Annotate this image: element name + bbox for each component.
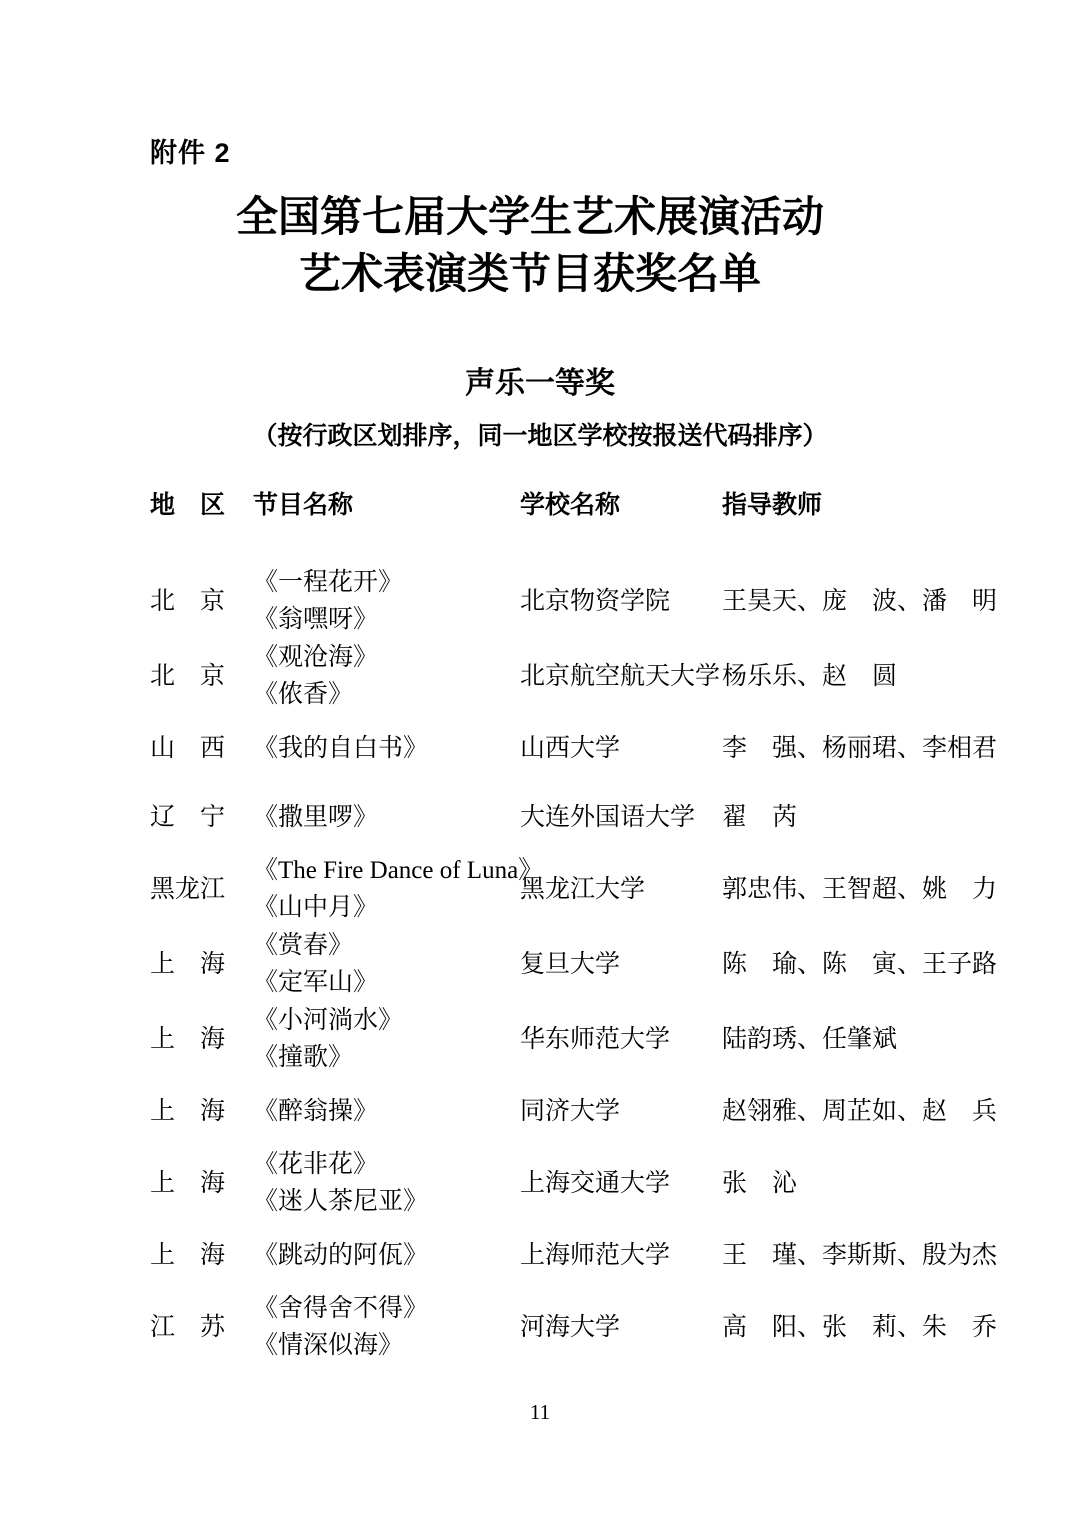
program-title: 《赏春》 xyxy=(253,932,354,959)
sort-note: （按行政区划排序，同一地区学校按报送代码排序） xyxy=(252,422,828,450)
program-cell xyxy=(253,1002,520,1076)
region-cell: 上 海 xyxy=(150,1025,226,1053)
program-cell xyxy=(253,730,520,767)
document-title-line1: 全国第七届大学生艺术展演活动 xyxy=(235,195,824,241)
region-cell: 江 苏 xyxy=(150,1313,226,1341)
table-row xyxy=(150,1002,950,1076)
program-title: 《醉翁操》 xyxy=(253,1097,379,1125)
program-title: 《我的自白书》 xyxy=(253,734,429,762)
region-cell: 北 京 xyxy=(150,662,226,690)
program-title: 《观沧海》 xyxy=(253,644,379,671)
awards-table xyxy=(150,490,998,1365)
program-title: 《小河淌水》 xyxy=(253,1007,404,1034)
school-cell: 河海大学 xyxy=(520,1313,621,1341)
region-cell: 黑龙江 xyxy=(150,875,226,903)
program-title: 《花非花》 xyxy=(253,1151,379,1178)
school-cell: 北京物资学院 xyxy=(520,587,671,615)
program-cell xyxy=(253,1146,520,1220)
program-title: 《定军山》 xyxy=(253,969,379,996)
program-cell xyxy=(253,927,520,1001)
program-cell xyxy=(253,1093,520,1130)
teacher-cell: 李 强、杨丽珺、李相君 xyxy=(722,734,998,762)
school-cell: 北京航空航天大学 xyxy=(520,662,721,690)
header-program: 节目名称 xyxy=(253,491,354,519)
teacher-cell: 张 沁 xyxy=(722,1169,798,1197)
program-title: 《The Fire Dance of Luna》 xyxy=(253,857,544,884)
teacher-cell: 王 瑾、李斯斯、殷为杰 xyxy=(722,1241,998,1269)
teacher-cell: 王昊天、庞 波、潘 明 xyxy=(722,587,998,615)
region-cell: 上 海 xyxy=(150,950,226,978)
region-cell: 山 西 xyxy=(150,734,226,762)
teacher-cell: 陈 瑜、陈 寅、王子路 xyxy=(722,950,998,978)
school-cell: 华东师范大学 xyxy=(520,1025,671,1053)
school-cell: 黑龙江大学 xyxy=(520,875,646,903)
teacher-cell: 陆韵琇、任肇斌 xyxy=(722,1025,898,1053)
program-title: 《一程花开》 xyxy=(253,569,404,596)
table-row xyxy=(150,1077,998,1145)
program-title: 《舍得舍不得》 xyxy=(253,1295,429,1322)
table-header-row xyxy=(150,490,950,520)
program-title: 《侬香》 xyxy=(253,681,354,708)
school-cell: 同济大学 xyxy=(520,1097,621,1125)
teacher-cell: 高 阳、张 莉、朱 乔 xyxy=(722,1313,998,1341)
program-cell xyxy=(253,799,520,836)
header-school: 学校名称 xyxy=(520,491,621,519)
header-teacher: 指导教师 xyxy=(722,491,823,519)
table-row xyxy=(150,639,950,713)
program-title: 《跳动的阿佤》 xyxy=(253,1241,429,1269)
teacher-cell: 翟 芮 xyxy=(722,803,798,831)
program-cell xyxy=(253,852,544,926)
table-row xyxy=(150,1146,950,1220)
program-title: 《撒里啰》 xyxy=(253,803,379,831)
table-row xyxy=(150,564,998,638)
region-cell: 上 海 xyxy=(150,1241,226,1269)
school-cell: 上海师范大学 xyxy=(520,1241,671,1269)
attachment-label: 附件 2 xyxy=(150,138,231,168)
table-body xyxy=(150,564,998,1364)
teacher-cell: 杨乐乐、赵 圆 xyxy=(722,662,898,690)
program-cell xyxy=(253,564,520,638)
table-row xyxy=(150,1221,998,1289)
region-cell: 上 海 xyxy=(150,1097,226,1125)
table-row xyxy=(150,852,998,926)
program-title: 《情深似海》 xyxy=(253,1332,404,1359)
table-row xyxy=(150,714,998,782)
region-cell: 北 京 xyxy=(150,587,226,615)
program-cell xyxy=(253,1237,520,1274)
document-title-line2: 艺术表演类节目获奖名单 xyxy=(298,252,761,298)
teacher-cell: 郭忠伟、王智超、姚 力 xyxy=(722,875,998,903)
school-cell: 大连外国语大学 xyxy=(520,803,696,831)
region-cell: 辽 宁 xyxy=(150,803,226,831)
region-cell: 上 海 xyxy=(150,1169,226,1197)
school-cell: 复旦大学 xyxy=(520,950,621,978)
school-cell: 上海交通大学 xyxy=(520,1169,671,1197)
program-title: 《山中月》 xyxy=(253,894,379,921)
program-cell xyxy=(253,1290,520,1364)
header-region: 地 区 xyxy=(150,491,226,519)
program-title: 《撞歌》 xyxy=(253,1044,354,1071)
page-number: 11 xyxy=(529,1400,551,1424)
program-title: 《翁嘿呀》 xyxy=(253,606,379,633)
program-title: 《迷人茶尼亚》 xyxy=(253,1188,429,1215)
table-row xyxy=(150,1290,998,1364)
section-title: 声乐一等奖 xyxy=(465,367,615,400)
program-cell xyxy=(253,639,520,713)
table-row xyxy=(150,927,998,1001)
school-cell: 山西大学 xyxy=(520,734,621,762)
document-title xyxy=(0,190,1060,304)
table-row xyxy=(150,783,950,851)
teacher-cell: 赵翎雅、周芷如、赵 兵 xyxy=(722,1097,998,1125)
